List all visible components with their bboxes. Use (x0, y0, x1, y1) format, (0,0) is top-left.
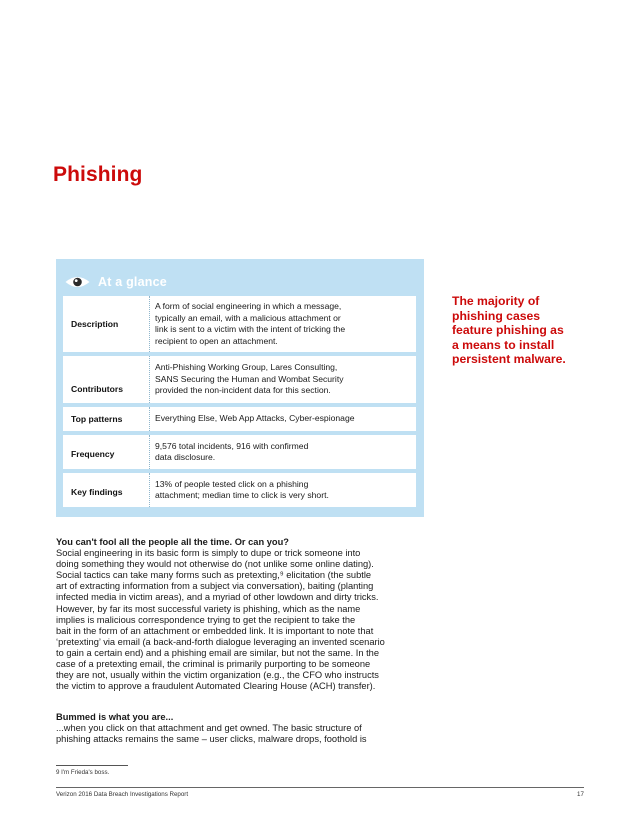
paragraph-line: bait in the form of an attachment or embedded link. It is important to note that (56, 625, 374, 636)
row-label: Description (71, 319, 119, 329)
paragraph-line: infected media in victim areas), and a myriad of other lowdown and dirty tricks. (56, 592, 379, 603)
paragraph-line: Social engineering in its basic form is simply to dupe or trick someone into (56, 548, 361, 559)
glance-row-key-findings (63, 473, 416, 507)
paragraph-line: doing something they would not otherwise do (not unlike some online dating). (56, 559, 374, 570)
row-label: Key findings (71, 487, 123, 497)
at-a-glance-panel (56, 259, 424, 517)
paragraph-line: phishing attacks remains the same – user clicks, malware drops, foothold is (56, 734, 367, 745)
row-label: Contributors (71, 384, 124, 394)
row-value: 9,576 total incidents, 916 with confirmed data disclosure. (155, 440, 309, 462)
page-title: Phishing (53, 163, 143, 186)
footnote-divider (56, 765, 128, 766)
row-label: Frequency (71, 449, 115, 459)
paragraph-line: they are not, usually within the victim organization (e.g., the CFO who instructs (56, 670, 379, 681)
footnote: 9 I'm Frieda's boss. (56, 769, 110, 776)
section-heading: Bummed is what you are... (56, 712, 174, 722)
paragraph-line: implies is malicious correspondence trying to get the recipient to take the (56, 614, 356, 625)
page-number: 17 (577, 791, 584, 798)
section-fool-people (56, 537, 436, 692)
paragraph-line: case of a pretexting email, the criminal is primarily purporting to be someone (56, 659, 371, 670)
glance-row-description (63, 296, 416, 352)
footer-divider (56, 787, 584, 788)
paragraph-line: Social tactics can take many forms such as pretexting,⁹ elicitation (the subtle (56, 570, 372, 581)
paragraph-line: art of extracting information from a subject via conversation), baiting (planting (56, 581, 374, 592)
row-value: Everything Else, Web App Attacks, Cyber-espionage (155, 413, 355, 424)
eye-icon (64, 275, 91, 289)
section-heading: You can't fool all the people all the time. Or can you? (56, 537, 289, 547)
row-value: Anti-Phishing Working Group, Lares Consulting, SANS Securing the Human and Wombat Security provided the non-incident data for this section. (155, 362, 344, 396)
pull-quote: The majority of phishing cases feature phishing as a means to install persistent malware. (452, 294, 566, 367)
section-bummed (56, 712, 436, 745)
glance-row-top-patterns (63, 407, 416, 431)
row-value: A form of social engineering in which a message, typically an email, with a malicious attachment or link is sent to a victim with the intent of tricking the recipient to open an attachment. (155, 301, 346, 346)
paragraph-line: the victim to approve a fraudulent Automated Clearing House (ACH) transfer). (56, 681, 376, 692)
paragraph-line: ‘pretexting’ via email (a back-and-forth dialogue leveraging an invented scenario (56, 636, 385, 647)
paragraph-line: ...when you click on that attachment and get owned. The basic structure of (56, 723, 362, 734)
glance-row-frequency (63, 435, 416, 469)
glance-header (64, 273, 167, 291)
paragraph-line: to gain a certain end) and a phishing email are similar, but not the same. In the (56, 647, 379, 658)
row-label: Top patterns (71, 414, 123, 424)
row-value: 13% of people tested click on a phishing attachment; median time to click is very short. (155, 478, 329, 500)
paragraph-line: However, by far its most successful variety is phishing, which as the name (56, 603, 361, 614)
glance-heading: At a glance (98, 275, 167, 289)
footer-report-title: Verizon 2016 Data Breach Investigations Report (56, 791, 189, 798)
glance-row-contributors (63, 356, 416, 403)
